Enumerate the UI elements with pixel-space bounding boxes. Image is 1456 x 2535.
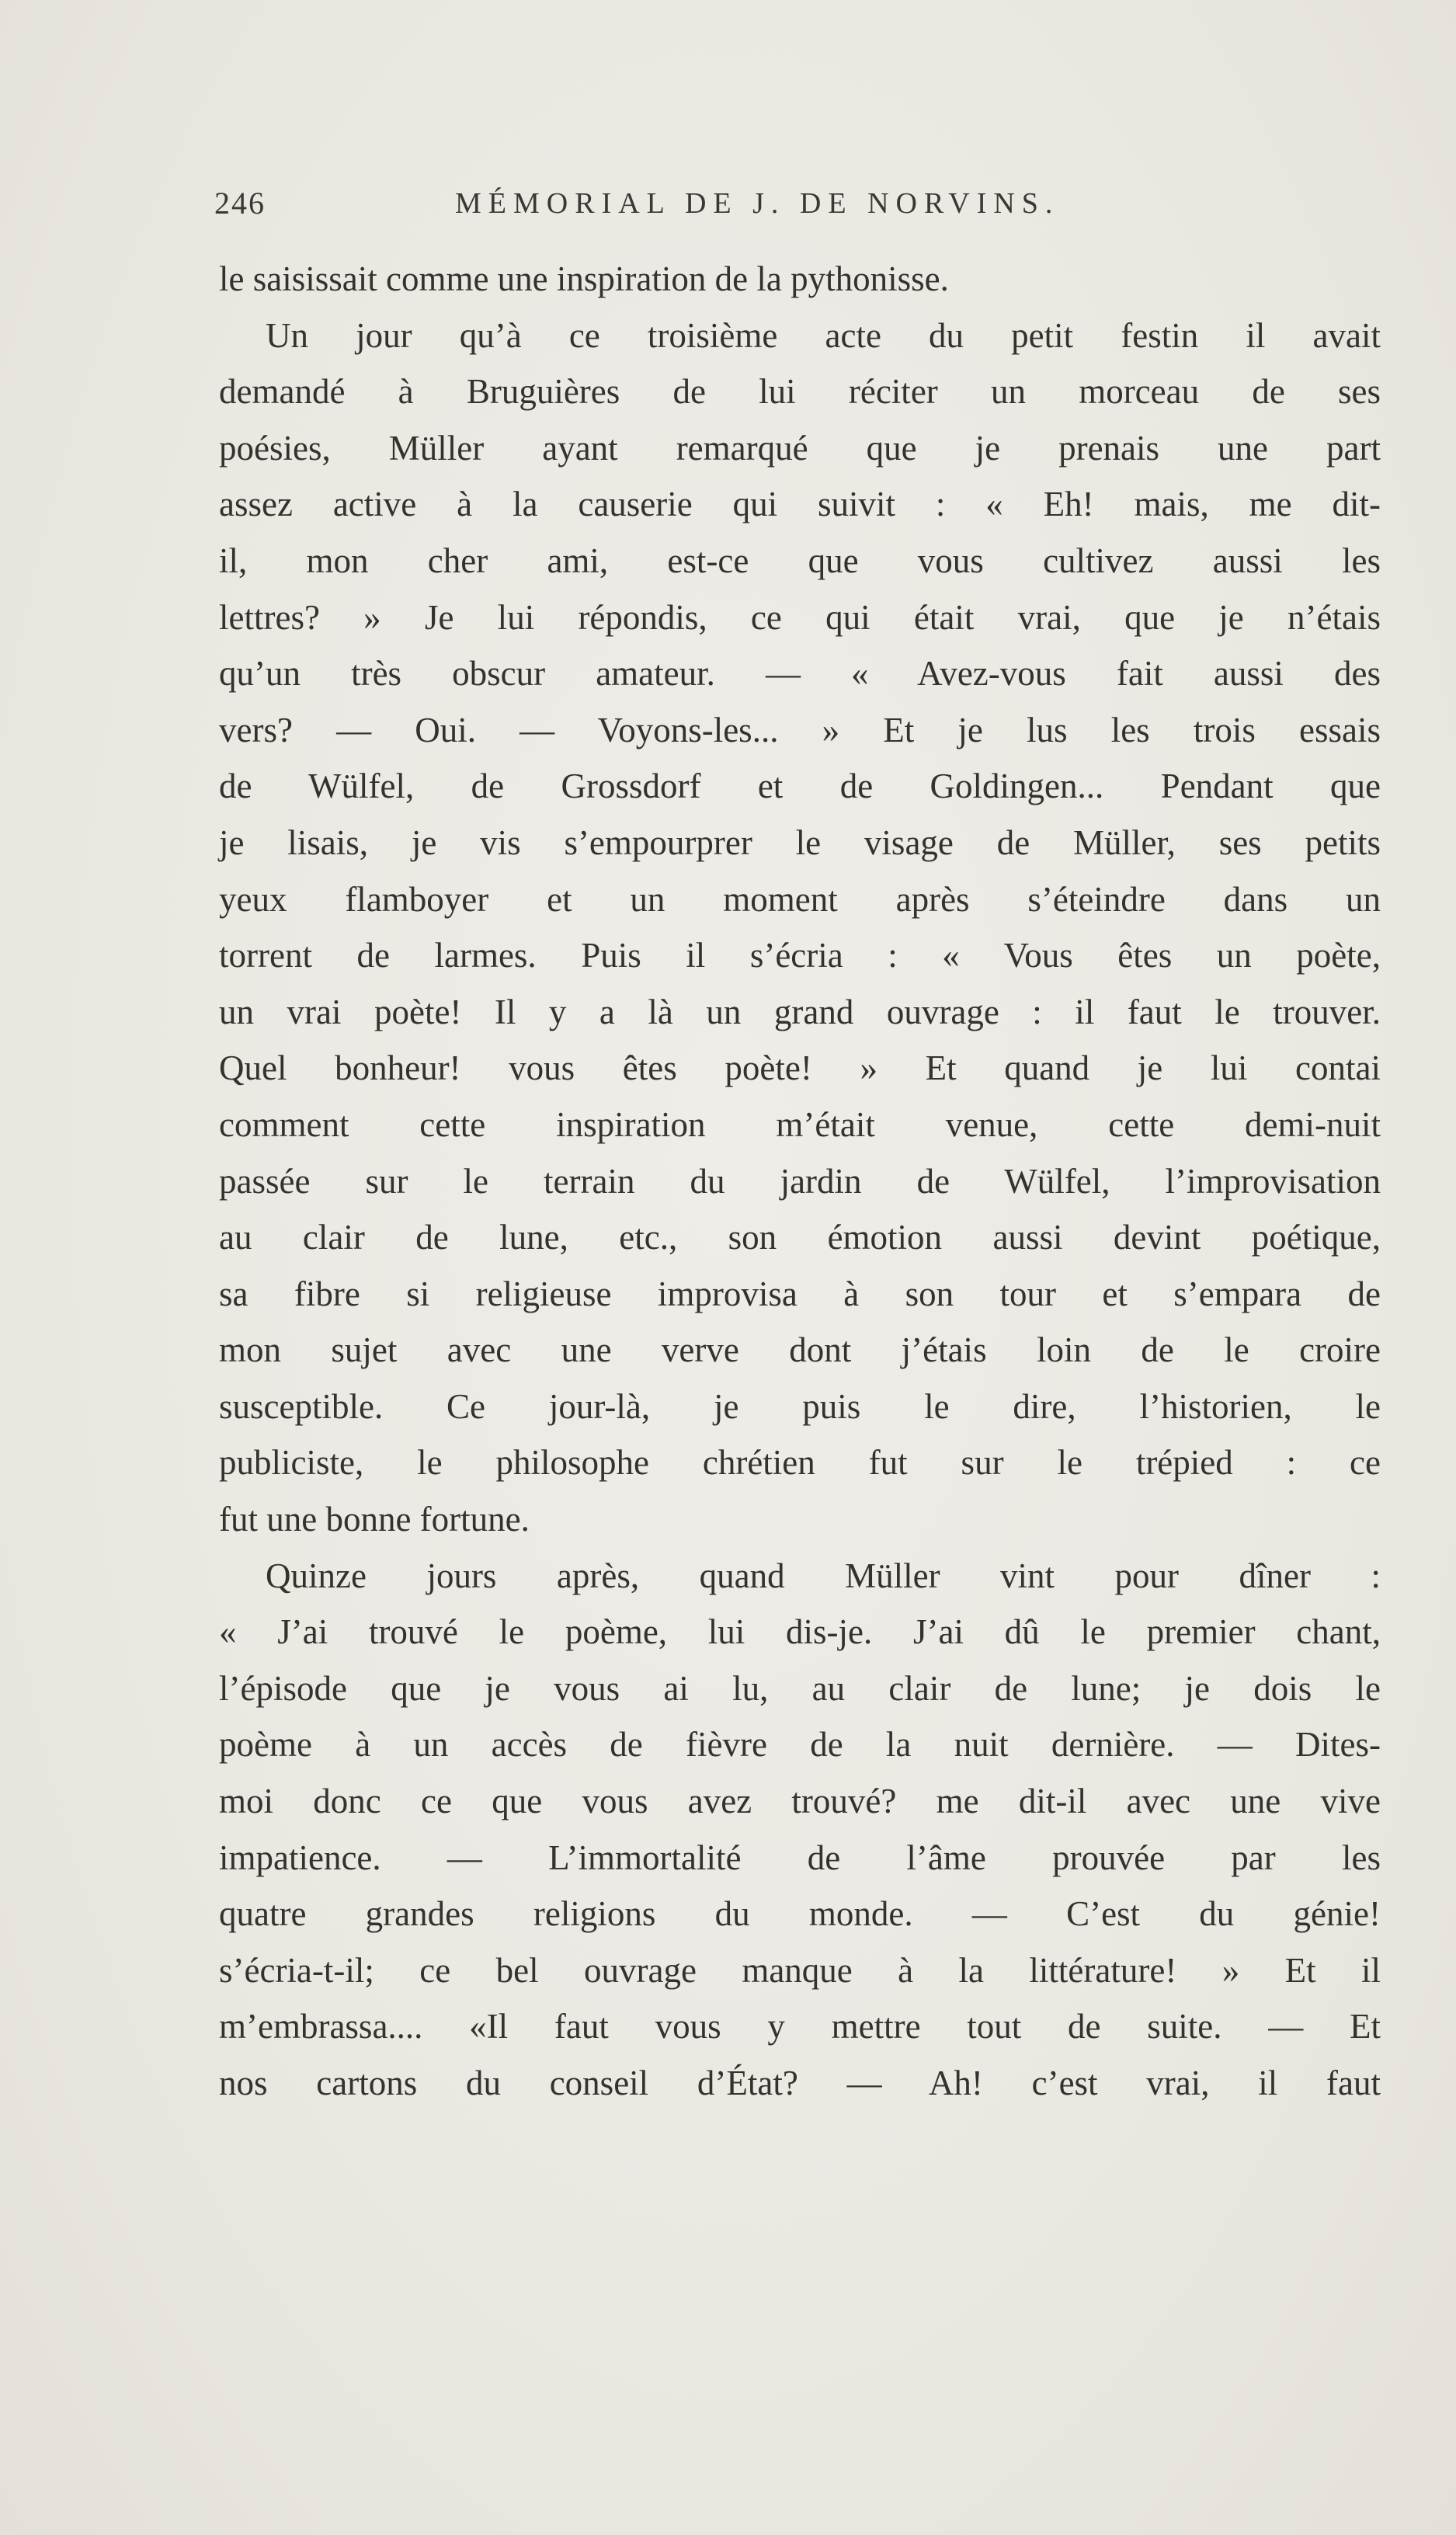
text-line: comment cette inspiration m’était venue, cette demi-nuit	[219, 1104, 1381, 1144]
text-line: le saisissait comme une inspiration de la pythonisse.	[219, 259, 949, 298]
text-line: m’embrassa.... «Il faut vous y mettre tout de suite. — Et	[219, 2007, 1381, 2046]
running-title: MÉMORIAL DE J. DE NORVINS.	[455, 187, 1060, 220]
text-line: vers? — Oui. — Voyons-les... » Et je lus les trois essais	[219, 710, 1381, 749]
text-line: assez active à la causerie qui suivit : « Eh! mais, me dit-	[219, 485, 1381, 524]
text-line: de Wülfel, de Grossdorf et de Goldingen... Pendant que	[219, 767, 1381, 806]
text-line: poésies, Müller ayant remarqué que je prenais une part	[219, 428, 1381, 468]
text-line: yeux flamboyer et un moment après s’éteindre dans un	[219, 879, 1381, 919]
text-line: l’épisode que je vous ai lu, au clair de lune; je dois le	[219, 1668, 1381, 1708]
text-line: Un jour qu’à ce troisième acte du petit festin il avait	[266, 315, 1381, 355]
text-line: quatre grandes religions du monde. — C’est du génie!	[219, 1894, 1381, 1934]
text-line: demandé à Bruguières de lui réciter un morceau de ses	[219, 372, 1381, 412]
text-line: passée sur le terrain du jardin de Wülfel, l’improvisation	[219, 1161, 1381, 1201]
text-line: lettres? » Je lui répondis, ce qui était vrai, que je n’étais	[219, 597, 1381, 637]
text-line: « J’ai trouvé le poème, lui dis-je. J’ai dû le premier chant,	[219, 1612, 1381, 1652]
text-line: au clair de lune, etc., son émotion aussi devint poétique,	[219, 1218, 1381, 1257]
text-line: sa fibre si religieuse improvisa à son tour et s’empara de	[219, 1274, 1381, 1313]
page-number: 246	[214, 186, 266, 221]
text-line: un vrai poète! Il y a là un grand ouvrage : il faut le trouver.	[219, 992, 1381, 1031]
text-line: s’écria-t-il; ce bel ouvrage manque à la littérature! » Et il	[219, 1950, 1381, 1990]
text-line: qu’un très obscur amateur. — « Avez-vous fait aussi des	[219, 654, 1381, 694]
text-line: fut une bonne fortune.	[219, 1500, 530, 1539]
text-line: publiciste, le philosophe chrétien fut sur le trépied : ce	[219, 1443, 1381, 1483]
text-line: Quel bonheur! vous êtes poète! » Et quand je lui contai	[219, 1048, 1381, 1088]
text-line: impatience. — L’immortalité de l’âme prouvée par les	[219, 1838, 1381, 1877]
text-line: il, mon cher ami, est-ce que vous cultivez aussi les	[219, 541, 1381, 580]
text-line: je lisais, je vis s’empourprer le visage de Müller, ses petits	[219, 822, 1381, 862]
text-line: moi donc ce que vous avez trouvé? me dit-il avec une vive	[219, 1782, 1381, 1821]
text-line: mon sujet avec une verve dont j’étais loin de le croire	[219, 1330, 1381, 1370]
text-line: torrent de larmes. Puis il s’écria : « Vous êtes un poète,	[219, 936, 1381, 975]
text-line: Quinze jours après, quand Müller vint pour dîner :	[266, 1556, 1381, 1595]
body-text	[219, 251, 1381, 2112]
page-header	[214, 180, 1383, 227]
text-line: poème à un accès de fièvre de la nuit dernière. — Dites-	[219, 1725, 1381, 1765]
text-line: susceptible. Ce jour-là, je puis le dire, l’historien, le	[219, 1386, 1381, 1426]
text-line: nos cartons du conseil d’État? — Ah! c’est vrai, il faut	[219, 2064, 1381, 2102]
